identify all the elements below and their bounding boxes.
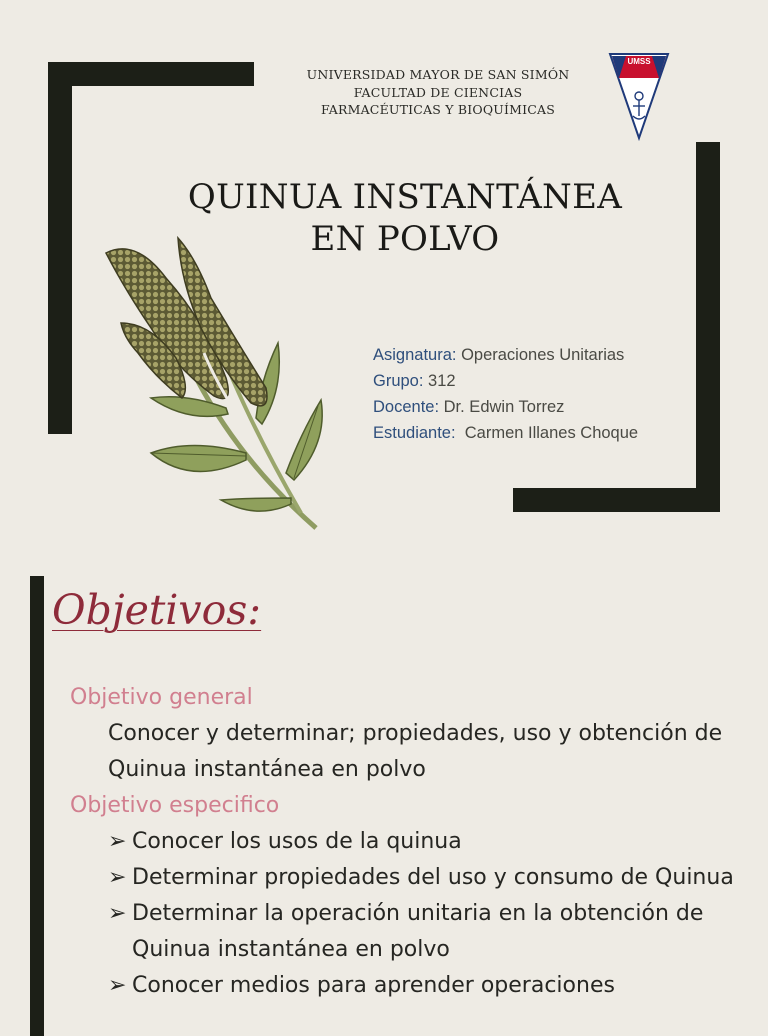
info-row-group [373, 368, 638, 394]
objectives-slide [0, 560, 768, 1024]
objectives-body [70, 680, 760, 1004]
course-info [373, 342, 638, 446]
info-row-subject [373, 342, 638, 368]
bullet-text: Determinar la operación unitaria en la obtención de Quinua instantánea en polvo [132, 901, 704, 962]
info-label: Estudiante: [373, 424, 456, 442]
arrow-bullet-icon: ➢ [108, 901, 127, 926]
top-left-bracket-vertical [48, 62, 72, 434]
info-value: Dr. Edwin Torrez [443, 398, 565, 416]
info-label: Asignatura: [373, 346, 457, 364]
specific-objective-label: Objetivo especifico [70, 793, 280, 818]
university-line: UNIVERSIDAD MAYOR DE SAN SIMÓN [306, 67, 570, 82]
arrow-bullet-icon: ➢ [108, 865, 127, 890]
info-value: 312 [428, 372, 456, 390]
quinoa-plant-illustration [96, 228, 336, 538]
list-item [70, 824, 760, 860]
list-item [70, 968, 760, 1004]
general-objective-text: Conocer y determinar; propiedades, uso y obtención de Quinua instantánea en polvo [108, 721, 723, 782]
bottom-right-bracket-vertical [696, 142, 720, 512]
title-line: EN POLVO [310, 219, 500, 259]
info-label: Grupo: [373, 372, 424, 390]
bullet-text: Conocer los usos de la quinua [132, 829, 462, 854]
general-objective-label: Objetivo general [70, 685, 253, 710]
faculty-line: FARMACÉUTICAS Y BIOQUÍMICAS [320, 102, 556, 117]
bullet-text: Determinar propiedades del uso y consumo de Quinua [132, 865, 734, 890]
list-item [70, 896, 760, 968]
logo-text: UMSS [627, 57, 651, 66]
bullet-text: Conocer medios para aprender operaciones [132, 973, 615, 998]
list-item [70, 860, 760, 896]
faculty-line: FACULTAD DE CIENCIAS [353, 84, 523, 100]
info-row-student [373, 420, 638, 446]
info-value: Operaciones Unitarias [461, 346, 625, 364]
objectives-heading: Objetivos: [52, 586, 262, 634]
info-value: Carmen Illanes Choque [464, 424, 639, 442]
title-line: QUINUA INSTANTÁNEA [187, 177, 623, 217]
left-accent-bar [30, 576, 44, 1036]
arrow-bullet-icon: ➢ [108, 973, 127, 998]
info-row-teacher [373, 394, 638, 420]
university-header [282, 66, 594, 119]
info-label: Docente: [373, 398, 440, 416]
top-left-bracket-horizontal [48, 62, 254, 86]
arrow-bullet-icon: ➢ [108, 829, 127, 854]
umss-logo [606, 50, 672, 142]
bottom-right-bracket-horizontal [513, 488, 720, 512]
